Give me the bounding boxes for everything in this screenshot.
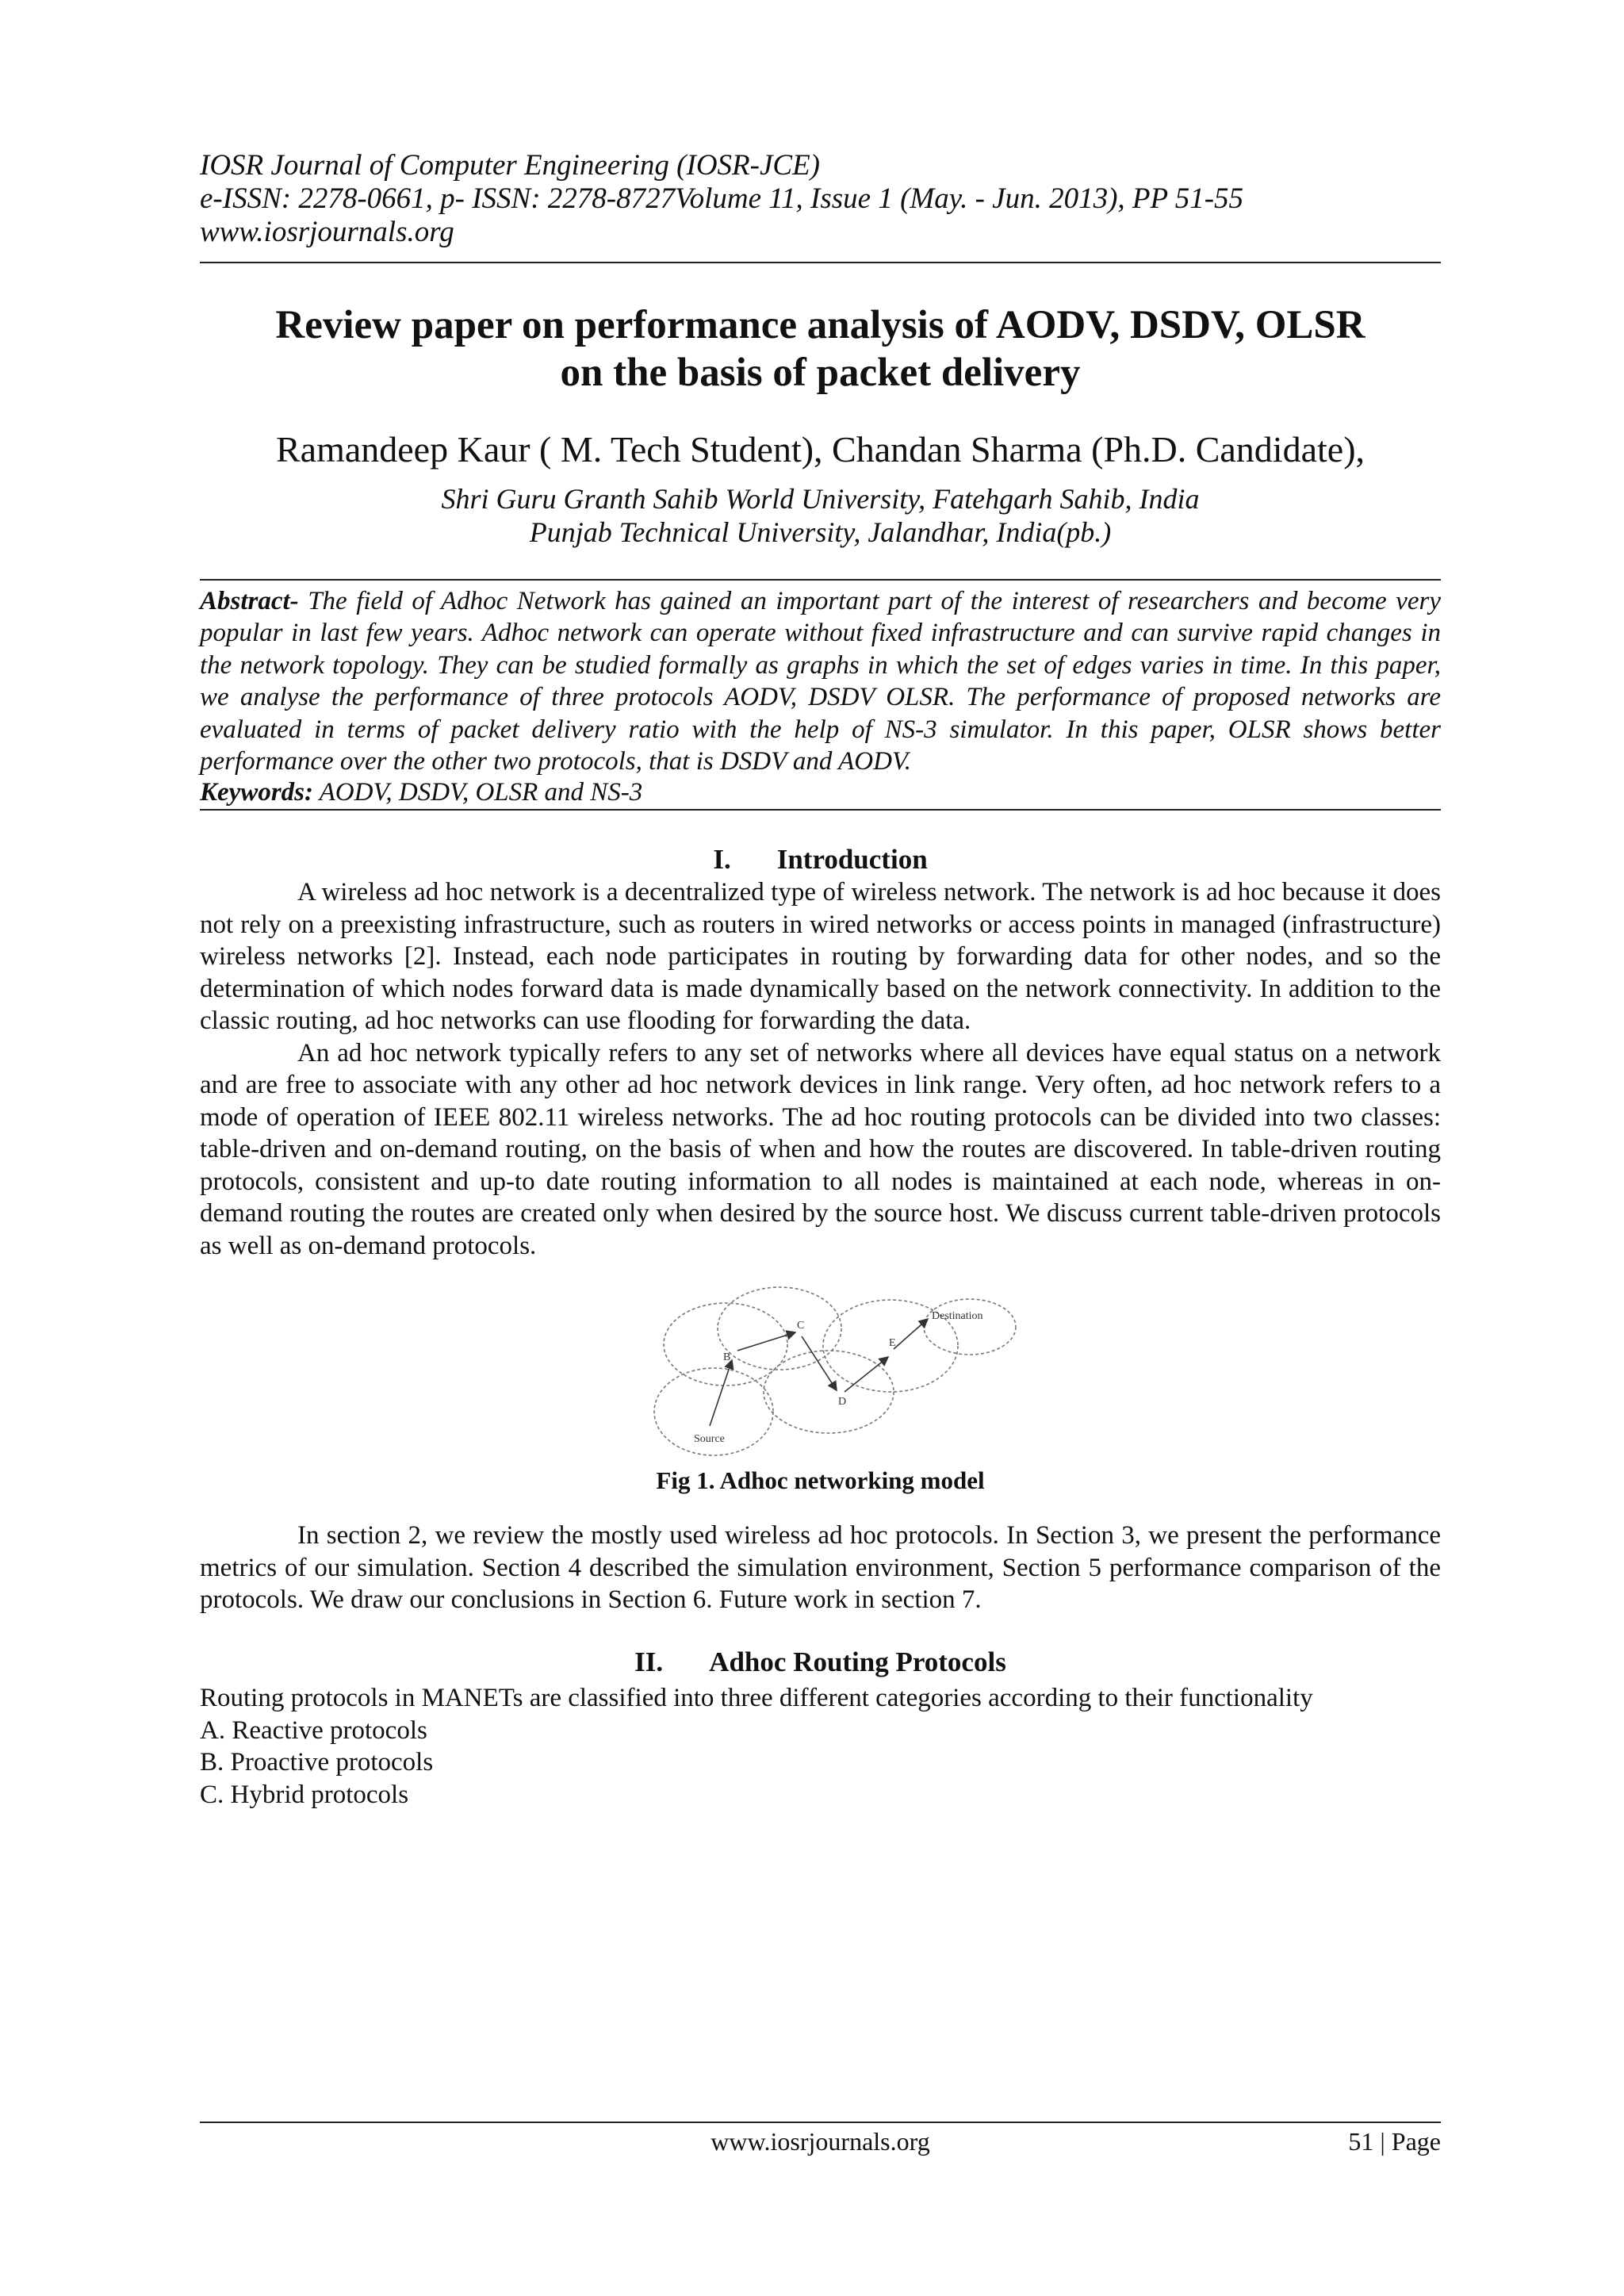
route-arrow	[710, 1360, 732, 1426]
keywords-label: Keywords:	[200, 778, 313, 807]
abstract	[200, 585, 1441, 777]
node-label-c: C	[797, 1320, 805, 1332]
footer-page-number: 51 | Page	[1348, 2127, 1441, 2156]
list-item: C. Hybrid protocols	[200, 1780, 409, 1809]
figure-caption: Fig 1. Adhoc networking model	[656, 1466, 985, 1494]
journal-name: IOSR Journal of Computer Engineering (IOSR-JCE)	[200, 149, 820, 182]
route-arrow	[894, 1319, 928, 1349]
range-circle	[718, 1287, 841, 1370]
list-item: B. Proactive protocols	[200, 1748, 434, 1777]
adhoc-network-figure	[638, 1281, 1019, 1463]
footer-website: www.iosrjournals.org	[710, 2127, 930, 2156]
intro-paragraph-1: A wireless ad hoc network is a decentralized type of wireless network. The network is ad hoc because it does not rely on a preexisting infrastructure, such as routers in wired networks or access points in managed (infrastructure) wireless networks [2]. Instead, each node participates in routing by forwarding data for other nodes, and so the determination of which nodes forward data is made dynamically based on the network connectivity. In addition to the classic routing, ad hoc networks can use flooding for forwarding the data.	[200, 878, 1441, 1035]
section-2-title: Adhoc Routing Protocols	[709, 1646, 1006, 1677]
affiliation-2: Punjab Technical University, Jalandhar, India(pb.)	[529, 516, 1112, 548]
affiliation-1: Shri Guru Granth Sahib World University, Fatehgarh Sahib, India	[441, 483, 1200, 515]
abstract-label: Abstract-	[200, 587, 299, 615]
section-1-number: I.	[713, 844, 731, 875]
node-label-destination: Destination	[932, 1310, 983, 1322]
node-label-source: Source	[694, 1433, 725, 1445]
author-list: Ramandeep Kaur ( M. Tech Student), Chandan Sharma (Ph.D. Candidate),	[275, 429, 1365, 470]
title-line-2: on the basis of packet delivery	[560, 351, 1081, 395]
abstract-top-divider	[200, 579, 1441, 581]
section-overview	[200, 1520, 1441, 1616]
overview-paragraph: In section 2, we review the mostly used wireless ad hoc protocols. In Section 3, we present the performance metrics of our simulation. Section 4 described the simulation environment, Section 5 performance comparison of the protocols. We draw our conclusions in Section 6. Future work in section 7.	[200, 1521, 1441, 1614]
journal-issn: e-ISSN: 2278-0661, p- ISSN: 2278-8727Volume 11, Issue 1 (May. - Jun. 2013), PP 51-55	[200, 182, 1244, 215]
introduction-body	[200, 876, 1441, 1262]
route-arrow	[802, 1336, 837, 1390]
journal-website: www.iosrjournals.org	[200, 216, 454, 248]
route-arrow	[845, 1357, 888, 1392]
keywords-text: AODV, DSDV, OLSR and NS-3	[313, 778, 643, 807]
keywords	[200, 776, 1441, 808]
section-2-number: II.	[634, 1646, 664, 1677]
abstract-text: The field of Adhoc Network has gained an important part of the interest of researchers and become very popular in last few years. Adhoc network can operate without fixed infrastructure and can survive rapid changes in the network topology. They can be studied formally as graphs in which the set of edges varies in time. In this paper, we analyse the performance of three protocols AODV, DSDV OLSR. The performance of proposed networks are evaluated in terms of packet delivery ratio with the help of NS-3 simulator. In this paper, OLSR shows better performance over the other two protocols, that is DSDV and AODV.	[200, 587, 1441, 776]
footer-divider	[200, 2122, 1441, 2123]
protocol-categories	[200, 1682, 1441, 1811]
paper-title	[200, 301, 1441, 397]
node-label-d: D	[838, 1396, 847, 1408]
range-circle	[924, 1299, 1016, 1355]
header-divider	[200, 262, 1441, 263]
range-circle	[664, 1303, 787, 1386]
list-item: A. Reactive protocols	[200, 1715, 427, 1745]
section-2-intro: Routing protocols in MANETs are classified into three different categories according to their functionality	[200, 1684, 1313, 1712]
node-label-e: E	[889, 1337, 896, 1349]
abstract-bottom-divider	[200, 809, 1441, 811]
section-1-heading	[200, 843, 1441, 876]
section-2-heading	[200, 1646, 1441, 1679]
node-label-b: B	[723, 1351, 731, 1363]
title-line-1: Review paper on performance analysis of AODV, DSDV, OLSR	[275, 303, 1365, 347]
journal-header	[200, 149, 1441, 249]
section-1-title: Introduction	[776, 844, 928, 875]
intro-paragraph-2: An ad hoc network typically refers to any set of networks where all devices have equal status on a network and are free to associate with any other ad hoc network devices in link range. Very often, ad hoc network refers to a mode of operation of IEEE 802.11 wireless networks. The ad hoc routing protocols can be divided into two classes: table-driven and on-demand routing, on the basis of when and how the routes are discovered. In table-driven routing protocols, consistent and up-to date routing information to all nodes is maintained at each node, whereas in on-demand routing the routes are created only when desired by the source host. We discuss current table-driven protocols as well as on-demand protocols.	[200, 1038, 1441, 1260]
